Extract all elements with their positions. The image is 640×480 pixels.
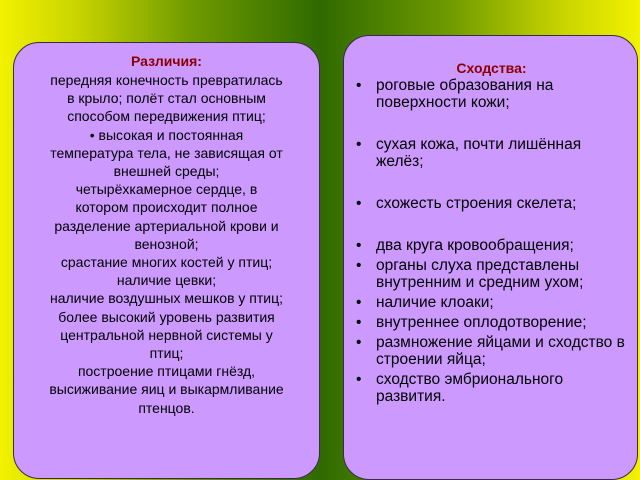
differences-line: четырёхкамерное сердце, в	[75, 181, 258, 198]
similarities-list	[354, 77, 629, 405]
list-item: • схожесть строения скелета;	[354, 195, 629, 212]
list-item: • сходство эмбрионального развития.	[354, 371, 629, 405]
list-item: • сухая кожа, почти лишённая желёз;	[354, 136, 629, 170]
differences-line: наличие воздушных мешков у птиц;	[49, 290, 284, 307]
differences-line: способом передвижения птиц;	[67, 108, 266, 125]
differences-line: передняя конечность превратилась	[50, 72, 283, 88]
similarities-panel	[343, 35, 638, 480]
list-item: • наличие клоаки;	[354, 294, 629, 311]
differences-line: наличие цевки;	[116, 272, 217, 289]
list-item: • два круга кровообращения;	[354, 237, 629, 254]
differences-line: птиц;	[149, 345, 184, 362]
differences-line: в крыло; полёт стал основным	[67, 90, 266, 107]
differences-line: высиживание яиц и выкармливание	[49, 381, 284, 398]
differences-text	[20, 71, 313, 417]
differences-line: срастание многих костей у птиц;	[60, 254, 273, 271]
list-item: • внутреннее оплодотворение;	[354, 314, 629, 331]
differences-line: птенцов.	[138, 399, 195, 416]
list-item: • роговые образования на поверхности кожи;	[354, 77, 629, 111]
differences-panel	[13, 42, 320, 479]
differences-line: разделение артериальной крови и	[54, 217, 279, 234]
differences-line: котором происходит полное	[75, 199, 258, 216]
differences-line: более высокий уровень развития	[58, 308, 275, 325]
similarities-title: Сходства:	[456, 60, 527, 76]
list-item: • органы слуха представлены внутренним и средним ухом;	[354, 257, 629, 291]
differences-line: центральной нервной системы у	[60, 326, 273, 343]
differences-line: венозной;	[134, 235, 199, 252]
differences-title: Различия:	[131, 53, 202, 69]
differences-line: • высокая и постоянная	[89, 126, 244, 143]
list-item: • размножение яйцами и сходство в строении яйца;	[354, 334, 629, 368]
differences-line: температура тела, не зависящая от	[50, 144, 283, 161]
differences-line: внешней среды;	[113, 163, 220, 180]
differences-line: построение птицами гнёзд,	[77, 363, 256, 380]
